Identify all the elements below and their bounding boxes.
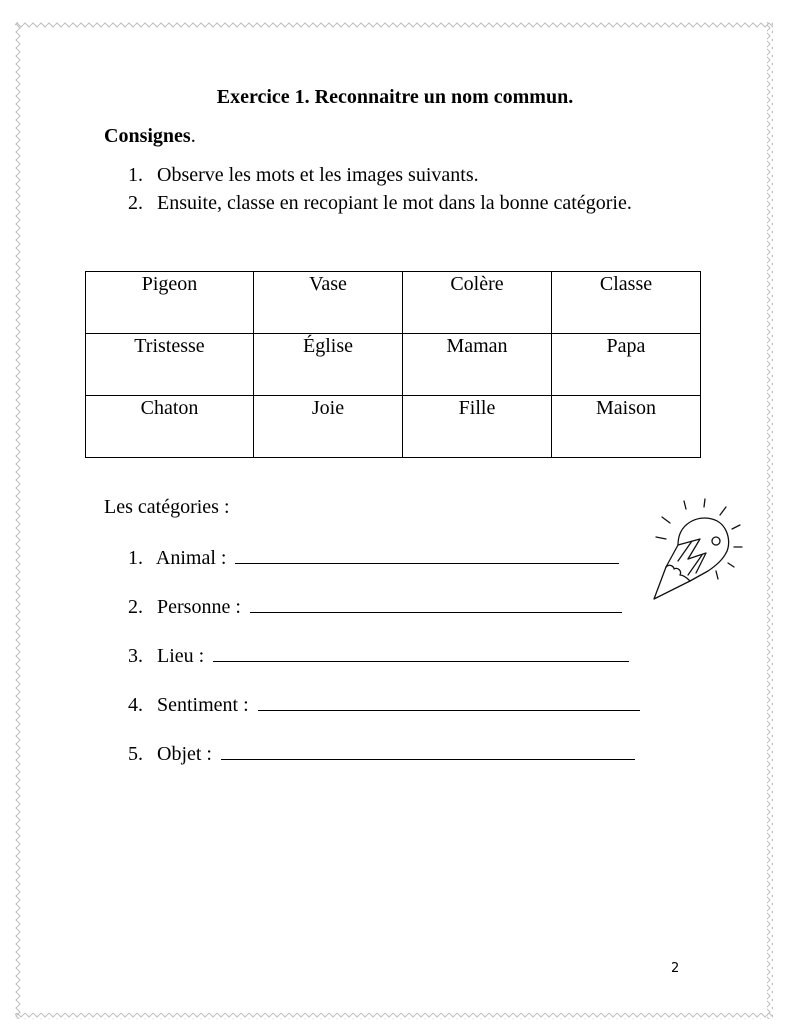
category-label: Sentiment : bbox=[157, 694, 249, 716]
table-cell: Fille bbox=[403, 396, 552, 458]
category-item-lieu bbox=[128, 643, 629, 668]
table-row bbox=[86, 272, 701, 334]
instruction-text: Observe les mots et les images suivants. bbox=[157, 164, 479, 186]
consignes-punct: . bbox=[190, 125, 196, 147]
word-table bbox=[85, 271, 701, 458]
category-label: Lieu : bbox=[157, 645, 205, 667]
instruction-number: 2. bbox=[128, 192, 143, 214]
category-number: 3. bbox=[128, 645, 143, 667]
table-cell: Vase bbox=[254, 272, 403, 334]
answer-blank[interactable] bbox=[250, 594, 622, 613]
category-item-animal bbox=[128, 545, 619, 570]
category-number: 2. bbox=[128, 596, 143, 618]
table-cell: Maison bbox=[552, 396, 701, 458]
instruction-text: Ensuite, classe en recopiant le mot dans la bonne catégorie. bbox=[157, 192, 632, 214]
table-cell: Tristesse bbox=[86, 334, 254, 396]
table-cell: Église bbox=[254, 334, 403, 396]
category-item-personne bbox=[128, 594, 622, 619]
table-cell: Chaton bbox=[86, 396, 254, 458]
answer-blank[interactable] bbox=[213, 643, 629, 662]
page-number: 2 bbox=[671, 961, 680, 976]
category-item-objet bbox=[128, 741, 635, 766]
category-label: Animal : bbox=[155, 547, 227, 569]
category-item-sentiment bbox=[128, 692, 640, 717]
category-label: Objet : bbox=[157, 743, 212, 765]
table-row bbox=[86, 396, 701, 458]
answer-blank[interactable] bbox=[221, 741, 635, 760]
categories-heading: Les catégories : bbox=[104, 496, 230, 518]
table-cell: Joie bbox=[254, 396, 403, 458]
table-cell: Pigeon bbox=[86, 272, 254, 334]
answer-blank[interactable] bbox=[235, 545, 619, 564]
table-cell: Papa bbox=[552, 334, 701, 396]
category-label: Personne : bbox=[157, 596, 241, 618]
consignes-heading bbox=[104, 125, 196, 148]
category-number: 1. bbox=[128, 547, 143, 569]
instruction-item bbox=[128, 192, 632, 215]
answer-blank[interactable] bbox=[258, 692, 640, 711]
consignes-label: Consignes bbox=[104, 125, 191, 147]
instruction-item bbox=[128, 164, 479, 187]
category-number: 4. bbox=[128, 694, 143, 716]
category-number: 5. bbox=[128, 743, 143, 765]
exercise-title: Exercice 1. Reconnaitre un nom commun. bbox=[216, 86, 574, 108]
table-cell: Classe bbox=[552, 272, 701, 334]
table-cell: Maman bbox=[403, 334, 552, 396]
lightbulb-pencil-icon bbox=[648, 495, 748, 603]
instruction-number: 1. bbox=[128, 164, 143, 186]
table-row bbox=[86, 334, 701, 396]
table-cell: Colère bbox=[403, 272, 552, 334]
